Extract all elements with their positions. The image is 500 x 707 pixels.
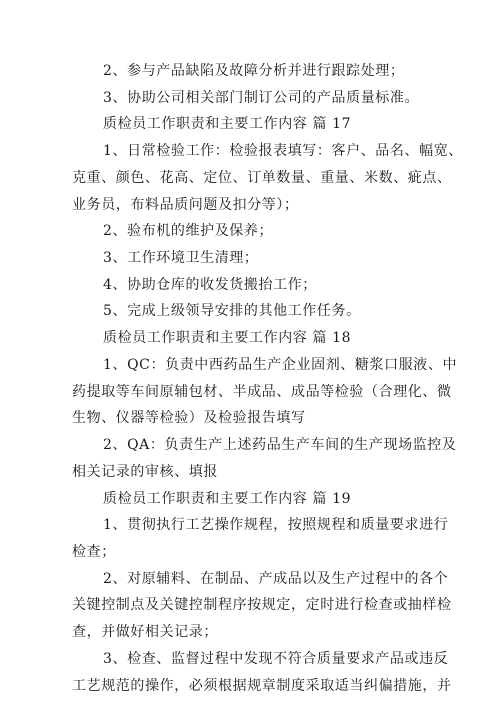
body-line: 业务员，布料品质问题及扣分等）； [72, 197, 299, 213]
body-line: 关键控制点及关键控制程序按规定，定时进行检查或抽样检 [72, 597, 452, 613]
body-line: 3、工作环境卫生清理； [103, 250, 259, 266]
section-heading: 质检员工作职责和主要工作内容 篇 18 [103, 330, 352, 346]
body-line: 2、参与产品缺陷及故障分析并进行跟踪处理； [103, 63, 405, 79]
body-line: 工艺规范的操作，必须根据规章制度采取适当纠偏措施，并 [72, 678, 452, 694]
body-line: 5、完成上级领导安排的其他工作任务。 [103, 303, 361, 319]
body-line: 1、QC：负责中西药品生产企业固剂、糖浆口服液、中 [103, 357, 458, 373]
body-line: 药提取等车间原辅包材、半成品、成品等检验（合理化、微 [72, 384, 452, 400]
section-heading: 质检员工作职责和主要工作内容 篇 19 [103, 491, 352, 507]
body-line: 2、验布机的维护及保养； [103, 223, 274, 239]
body-line: 克重、颜色、花高、定位、订单数量、重量、米数、疵点、 [72, 170, 452, 186]
body-line: 生物、仪器等检验）及检验报告填写 [72, 410, 306, 426]
body-line: 相关记录的审核、填报 [72, 464, 218, 480]
body-line: 4、协助仓库的收发货搬抬工作； [103, 277, 317, 293]
body-line: 1、贯彻执行工艺操作规程，按照规程和质量要求进行 [103, 517, 449, 533]
body-line: 查，并做好相关记录； [72, 624, 218, 640]
section-heading: 质检员工作职责和主要工作内容 篇 17 [103, 116, 352, 132]
body-line: 3、协助公司相关部门制订公司的产品质量标准。 [103, 90, 420, 106]
body-line: 2、QA：负责生产上述药品生产车间的生产现场监控及 [103, 437, 457, 453]
body-line: 3、检查、监督过程中发现不符合质量要求产品或违反 [103, 651, 449, 667]
body-line: 2、对原辅料、在制品、产成品以及生产过程中的各个 [103, 571, 449, 587]
body-line: 检查； [72, 544, 116, 560]
body-line: 1、日常检验工作：检验报表填写：客户、品名、幅宽、 [103, 143, 463, 159]
